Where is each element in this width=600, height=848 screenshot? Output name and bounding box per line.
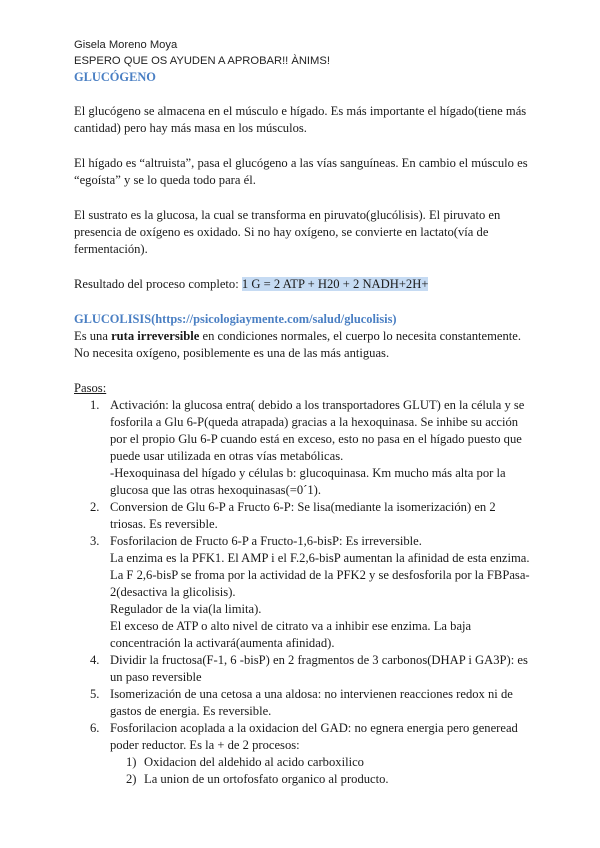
step-text: Regulador de la via(la limita). (110, 602, 262, 616)
result-formula: 1 G = 2 ATP + H20 + 2 NADH+2H+ (241, 277, 429, 291)
step-text: Conversion de Glu 6-P a Fructo 6-P: Se lisa(mediante la isomerización) en 2 triosas. Es reversible. (110, 500, 496, 531)
steps-label: Pasos: (74, 381, 107, 395)
result-label: Resultado del proceso completo: (74, 277, 242, 291)
list-item (74, 499, 534, 533)
step-text: Fosforilacion de Fructo 6-P a Fructo-1,6-bisP: Es irreversible. (110, 534, 422, 548)
step-text: La enzima es la PFK1. El AMP i el F.2,6-bisP aumentan la afinidad de esta enzima. (110, 551, 530, 565)
header-tagline: ESPERO QUE OS AYUDEN A APROBAR!! ÀNIMS! (74, 55, 330, 67)
step-number: 1. (90, 398, 100, 412)
step-text: Isomerización de una cetosa a una aldosa: no intervienen reacciones redox ni de gastos de energia. Es reversible. (110, 687, 513, 718)
list-item (74, 771, 534, 788)
list-item (74, 397, 534, 499)
document-body (74, 69, 534, 788)
step-text: El exceso de ATP o alto nivel de citrato va a inhibir ese enzima. La baja concentración la activará(aumenta afinidad). (110, 619, 472, 650)
step-text: Activación: la glucosa entra( debido a los transportadores GLUT) en la célula y se fosforila a Glu 6-P(queda atrapada) gracias a la hexoquinasa. Se inhibe su acción por el propio Glu 6-P cuando está en exceso, esto no pasa en el hígado puesto que puede usar utilizada en otras vías metabólicas. (110, 398, 525, 463)
list-item (74, 686, 534, 720)
intro-pre: Es una (74, 329, 112, 343)
sub-step-text: Oxidacion del aldehido al acido carboxilico (144, 755, 364, 769)
step-number: 2. (90, 500, 100, 514)
author-name: Gisela Moreno Moya (74, 39, 178, 51)
paragraph-higado: El hígado es “altruista”, pasa el glucógeno a las vías sanguíneas. En cambio el músculo es “egoísta” y se lo queda todo para él. (74, 156, 528, 187)
page-header (74, 37, 330, 69)
step-number: 4. (90, 653, 100, 667)
sub-steps-list (74, 754, 534, 788)
step-text: La F 2,6-bisP se froma por la actividad de la PFK2 y se desfosforila por la FBPasa-2(desactiva la glicolisis). (110, 568, 530, 599)
step-text: Fosforilacion acoplada a la oxidacion del GAD: no egnera energia pero generead poder reductor. Es la + de 2 procesos: (110, 721, 518, 752)
step-number: 5. (90, 687, 100, 701)
result-line (74, 276, 534, 293)
paragraph-almacena: El glucógeno se almacena en el músculo e hígado. Es más importante el hígado(tiene más cantidad) pero hay más masa en los músculos. (74, 104, 527, 135)
sub-step-number: 2) (126, 772, 137, 786)
list-item (74, 533, 534, 652)
list-item (74, 754, 534, 771)
section-title-glucolisis: GLUCOLISIS(https://psicologiaymente.com/salud/glucolisis) (74, 312, 397, 326)
step-text: Dividir la fructosa(F-1, 6 -bisP) en 2 fragmentos de 3 carbonos(DHAP i GA3P): es un paso reversible (110, 653, 528, 684)
section-title-glucogeno: GLUCÓGENO (74, 70, 156, 84)
step-number: 6. (90, 721, 100, 735)
step-text: -Hexoquinasa del hígado y células b: glucoquinasa. Km mucho más alta por la glucosa que las otras hexoquinasas(=0´1). (110, 466, 506, 497)
list-item (74, 720, 534, 754)
list-item (74, 652, 534, 686)
intro-post: en condiciones normales, el cuerpo lo necesita constantemente. No necesita oxígeno, posiblemente es una de las más antiguas. (74, 329, 522, 360)
intro-bold: ruta irreversible (111, 329, 200, 343)
paragraph-sustrato: El sustrato es la glucosa, la cual se transforma en piruvato(glucólisis). El piruvato en presencia de oxígeno es oxidado. Si no hay oxígeno, se convierte en lactato(vía de fermentación). (74, 208, 501, 256)
paragraph-ruta (74, 328, 534, 362)
steps-list (74, 397, 534, 754)
sub-step-number: 1) (126, 755, 137, 769)
step-number: 3. (90, 534, 100, 548)
sub-step-text: La union de un ortofosfato organico al producto. (144, 772, 389, 786)
